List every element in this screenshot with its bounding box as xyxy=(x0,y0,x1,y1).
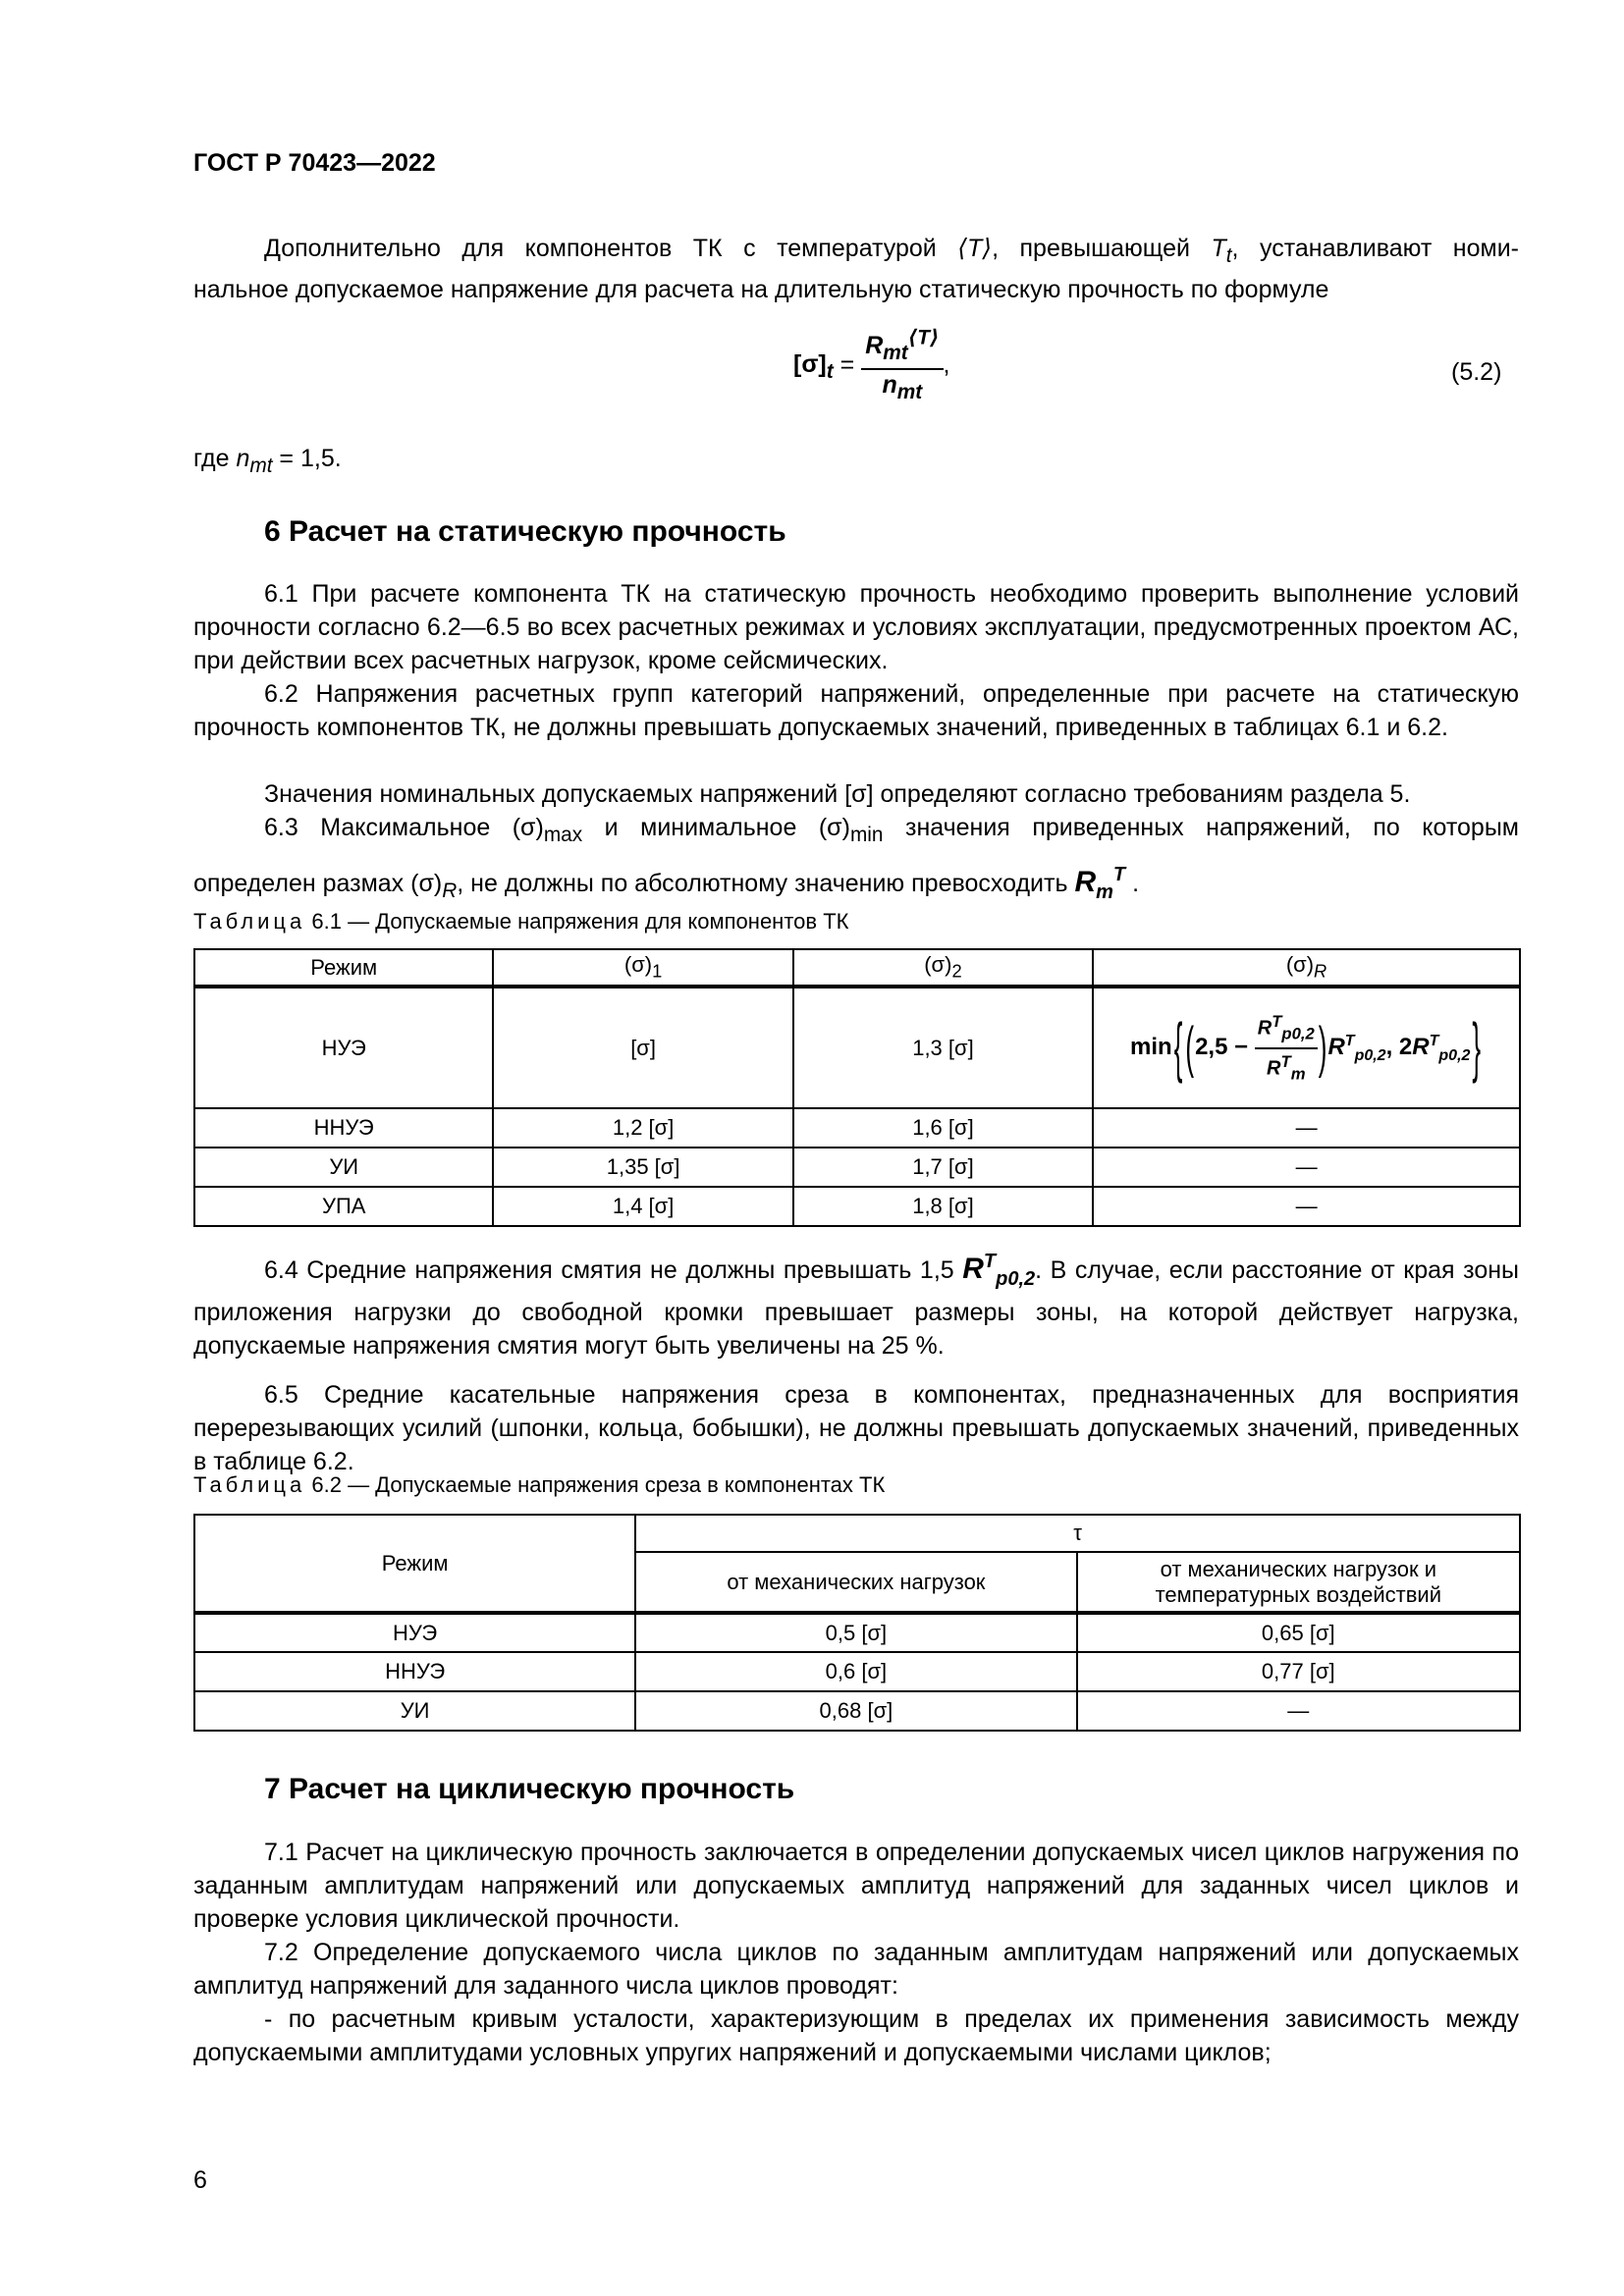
paragraph-6-4: 6.4 Средние напряжения смятия не должны превышать 1,5 $R^T_{p0,2}$. В случае, если расстояние от края зоны приложения нагрузки до свободной кромки превышает размеры зоны, на которой действует нагрузка, допускаемые напряжения смятия могут быть увеличены на 25 %. xyxy=(193,1251,1519,1360)
section-7-title: 7 Расчет на циклическую прочность xyxy=(264,1773,795,1805)
header-mode: Режим xyxy=(194,949,493,987)
paragraph-6-2: 6.2 Напряжения расчетных групп категорий напряжений, определенные при расчете на статическую прочность компонентов ТК, не должны превышать допускаемых значений, приведенных в таблицах 6.1 и 6.2. xyxy=(193,680,1519,741)
page-number: 6 xyxy=(193,2166,207,2194)
paragraph-7-2: 7.2 Определение допускаемого числа циклов по заданным амплитудам напряжений или допускаемых амплитуд напряжений для заданного числа циклов проводят: xyxy=(193,1939,1519,2000)
paragraph-nominal-stress: Значения номинальных допускаемых напряжений [σ] определяют согласно требованиям раздела 5. xyxy=(264,780,1411,808)
formula-number: (5.2) xyxy=(1451,358,1502,386)
table-row: УИ 1,35 [σ] 1,7 [σ] — xyxy=(194,1148,1520,1187)
intro-paragraph: Дополнительно для компонентов ТК с температурой ⟨T⟩, превышающей $T_t$, устанавливают номи- нальное допускаемое напряжение для расчета на длительную статическую прочность по формуле xyxy=(193,235,1519,303)
header-tau: τ xyxy=(635,1515,1520,1552)
table-row: НУЭ [σ] 1,3 [σ] min{ (2,5 − $R^T_{p0,2}$ $R^T_m$ )$R^T_{p0,2}$, $2R^T_{p0,2}$} xyxy=(194,987,1520,1108)
paragraph-6-1: 6.1 При расчете компонента ТК на статическую прочность необходимо проверить выполнение условий прочности согласно 6.2—6.5 во всех расчетных режимах и условиях эксплуатации, предусмотренных проектом АС, при действии всех расчетных нагрузок, кроме сейсмических. xyxy=(193,580,1519,674)
document-header: ГОСТ Р 70423—2022 xyxy=(193,149,436,177)
paragraph-7-1: 7.1 Расчет на циклическую прочность заключается в определении допускаемых чисел циклов нагружения по заданным амплитудам напряжений или допускаемых амплитуд напряжений для заданных чисел циклов и проверке условия циклической прочности. xyxy=(193,1839,1519,1933)
header-sigma-R: $(\sigma)_R$ xyxy=(1093,949,1520,987)
header-sigma-1: $(\sigma)_1$ xyxy=(493,949,792,987)
header-sigma-2: $(\sigma)_2$ xyxy=(793,949,1093,987)
header-mechanical: от механических нагрузок xyxy=(635,1552,1076,1613)
header-mode: Режим xyxy=(194,1515,635,1613)
table-header-row xyxy=(194,949,1520,987)
table-6-2-caption: Таблица 6.2 — Допускаемые напряжения среза в компонентах ТК xyxy=(193,1472,886,1497)
sigma-R-formula: min{ (2,5 − $R^T_{p0,2}$ $R^T_m$ )$R^T_{p0,2}$, $2R^T_{p0,2}$} xyxy=(1093,987,1520,1108)
temperature-symbol: ⟨T⟩ xyxy=(957,235,993,262)
paragraph-7-2-item: - по расчетным кривым усталости, характеризующим в пределах их применения зависимость между допускаемыми амплитудами условных упругих напряжений и допускаемыми числами циклов; xyxy=(193,2005,1519,2066)
paragraph-6-3: 6.3 Максимальное $(\sigma)_{max}$ и минимальное $(\sigma)_{min}$ значения приведенных напряжений, по которым определен размах $(\sigma)_R$, не должны по абсолютному значению превосходить $R_m^T$ . xyxy=(193,814,1519,903)
paragraph-6-5: 6.5 Средние касательные напряжения среза в компонентах, предназначенных для восприятия перерезывающих усилий (шпонки, кольца, бобышки), не должны превышать допускаемых значений, приведенных в таблице 6.2. xyxy=(193,1381,1519,1475)
formula-fraction: $\frac{R_{mt}^{⟨T⟩}}{n_{mt}}$ xyxy=(861,324,943,407)
table-row: НУЭ 0,5 [σ] 0,65 [σ] xyxy=(194,1613,1520,1652)
section-6-title: 6 Расчет на статическую прочность xyxy=(264,515,786,548)
table-row: ННУЭ 0,6 [σ] 0,77 [σ] xyxy=(194,1652,1520,1691)
header-mechanical-thermal: от механических нагрузок и температурных воздействий xyxy=(1077,1552,1520,1613)
table-6-2 xyxy=(193,1514,1521,1732)
table-row: УИ 0,68 [σ] — xyxy=(194,1691,1520,1731)
table-row: ННУЭ 1,2 [σ] 1,6 [σ] — xyxy=(194,1108,1520,1148)
table-6-1 xyxy=(193,948,1521,1227)
table-row: УПА 1,4 [σ] 1,8 [σ] — xyxy=(194,1187,1520,1226)
table-6-1-caption: Таблица 6.1 — Допускаемые напряжения для компонентов ТК xyxy=(193,909,849,934)
where-clause: где $n_{mt} = 1,5$. xyxy=(193,445,342,477)
formula-5-2: $[\sigma]_t$ = $\frac{R_{mt}^{⟨T⟩}}{n_{mt}}$ , xyxy=(793,324,949,407)
